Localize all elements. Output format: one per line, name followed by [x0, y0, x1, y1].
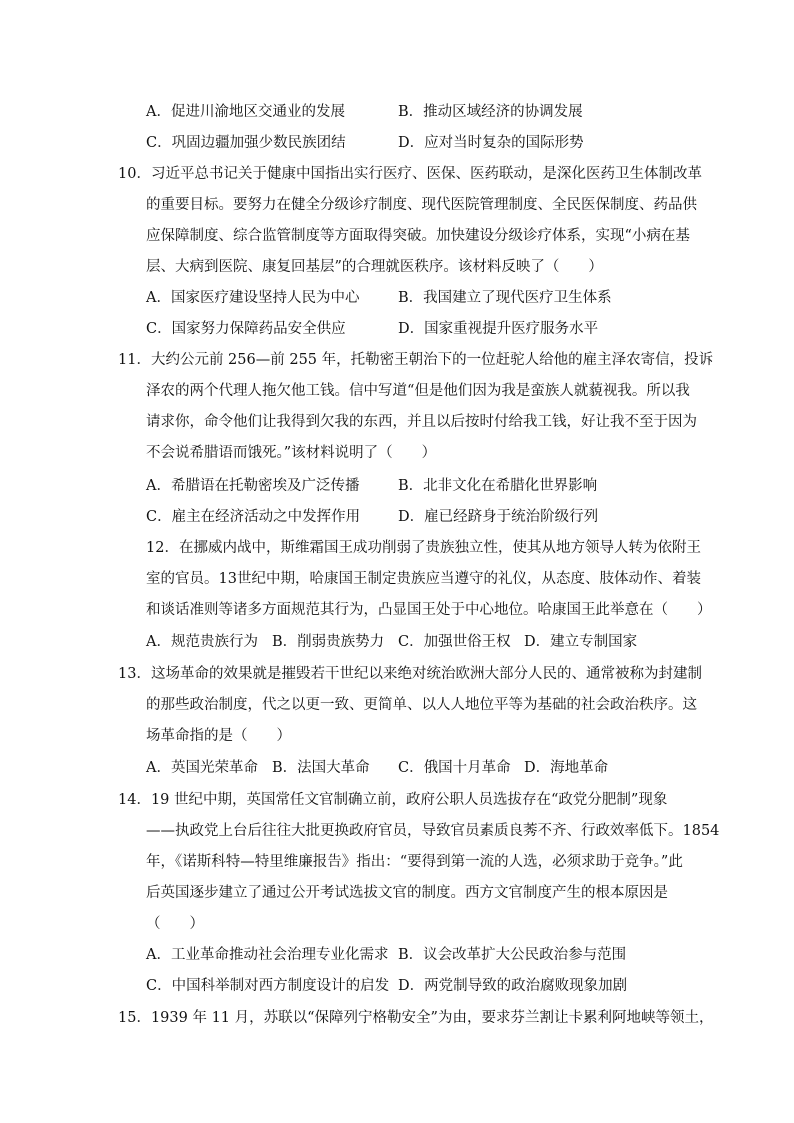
q10-stem-line: 10．习近平总书记关于健康中国指出实行医疗、医保、医药联动，是深化医药卫生体制改革: [118, 166, 702, 182]
q14-stem-line: （ ）: [146, 916, 204, 932]
q12-option-a[interactable]: A．规范贵族行为: [146, 634, 258, 650]
q11-stem-line: 不会说希腊语而饿死。”该材料说明了（ ）: [146, 445, 437, 461]
q11-stem-line: 请求你，命令他们让我得到欠我的东西，并且以后按时付给我工钱，好让我不至于因为: [146, 414, 697, 430]
q11-option-a[interactable]: A．希腊语在托勒密埃及广泛传播: [146, 478, 360, 494]
q13-stem-line: 场革命指的是（ ）: [146, 728, 291, 744]
q14-stem-line: ——执政党上台后往往大批更换政府官员，导致官员素质良莠不齐、行政效率低下。1854: [146, 823, 720, 839]
q10-option-a[interactable]: A．国家医疗建设坚持人民为中心: [146, 290, 360, 306]
q12-stem-line: 和谈话准则等诸多方面规范其行为，凸显国王处于中心地位。哈康国王此举意在（ ）: [146, 602, 712, 618]
q9-option-b[interactable]: B．推动区域经济的协调发展: [398, 104, 583, 120]
q14-stem-line: 年，《诺斯科特—特里维廉报告》指出：“要得到第一流的人选，必须求助于竞争。”此: [146, 854, 683, 870]
q10-option-d[interactable]: D．国家重视提升医疗服务水平: [398, 321, 599, 337]
q11-option-b[interactable]: B．北非文化在希腊化世界影响: [398, 478, 598, 494]
q14-stem-line: 后英国逐步建立了通过公开考试选拔文官的制度。西方文官制度产生的根本原因是: [146, 885, 668, 901]
q11-stem-line: 泽农的两个代理人拖欠他工钱。信中写道“但是他们因为我是蛮族人就藐视我。所以我: [146, 383, 690, 399]
q11-option-d[interactable]: D．雇已经跻身于统治阶级行列: [398, 509, 599, 525]
q12-option-c[interactable]: C．加强世俗王权: [398, 634, 511, 650]
q13-stem-line: 的那些政治制度，代之以更一致、更简单、以人人地位平等为基础的社会政治秩序。这: [146, 697, 697, 713]
q9-option-a[interactable]: A．促进川渝地区交通业的发展: [146, 104, 345, 120]
q10-stem-line: 层、大病到医院、康复回基层”的合理就医秩序。该材料反映了（ ）: [146, 259, 603, 275]
q11-option-c[interactable]: C．雇主在经济活动之中发挥作用: [146, 509, 361, 525]
q12-stem-line: 室的官员。13世纪中期，哈康国王制定贵族应当遵守的礼仪，从态度、肢体动作、着装: [146, 571, 701, 587]
q14-option-d[interactable]: D．两党制导致的政治腐败现象加剧: [398, 978, 628, 994]
q14-stem-line: 14．19 世纪中期，英国常任文官制确立前，政府公职人员选拔存在“政党分肥制”现象: [118, 792, 668, 808]
q9-option-d[interactable]: D．应对当时复杂的国际形势: [398, 135, 584, 151]
q10-option-b[interactable]: B．我国建立了现代医疗卫生体系: [398, 290, 612, 306]
q13-option-d[interactable]: D．海地革命: [524, 760, 609, 776]
q10-option-c[interactable]: C．国家努力保障药品安全供应: [146, 321, 346, 337]
q10-stem-line: 的重要目标。要努力在健全分级诊疗制度、现代医院管理制度、全民医保制度、药品供: [146, 197, 697, 213]
q12-stem-line: 12．在挪威内战中，斯维霜国王成功削弱了贵族独立性，使其从地方领导人转为依附王: [146, 540, 701, 556]
q12-option-d[interactable]: D．建立专制国家: [524, 634, 638, 650]
q14-option-c[interactable]: C．中国科举制对西方制度设计的启发: [146, 978, 390, 994]
q13-stem-line: 13．这场革命的效果就是摧毁若干世纪以来绝对统治欧洲大部分人民的、通常被称为封建制: [118, 666, 702, 682]
q13-option-c[interactable]: C．俄国十月革命: [398, 760, 511, 776]
q11-stem-line: 11．大约公元前 256—前 255 年，托勒密王朝治下的一位赶驼人给他的雇主泽农寄信，投诉: [118, 352, 714, 368]
q14-option-b[interactable]: B．议会改革扩大公民政治参与范围: [398, 947, 627, 963]
q15-stem-line: 15．1939 年 11 月，苏联以“保障列宁格勒安全”为由，要求芬兰割让卡累利阿地峡等领土，: [118, 1010, 714, 1026]
q9-option-c[interactable]: C．巩固边疆加强少数民族团结: [146, 135, 346, 151]
q12-option-b[interactable]: B．削弱贵族势力: [272, 634, 385, 650]
q13-option-a[interactable]: A．英国光荣革命: [146, 760, 258, 776]
q14-option-a[interactable]: A．工业革命推动社会治理专业化需求: [146, 947, 389, 963]
q13-option-b[interactable]: B．法国大革命: [272, 760, 370, 776]
q10-stem-line: 应保障制度、综合监管制度等方面取得突破。加快建设分级诊疗体系，实现“小病在基: [146, 228, 690, 244]
